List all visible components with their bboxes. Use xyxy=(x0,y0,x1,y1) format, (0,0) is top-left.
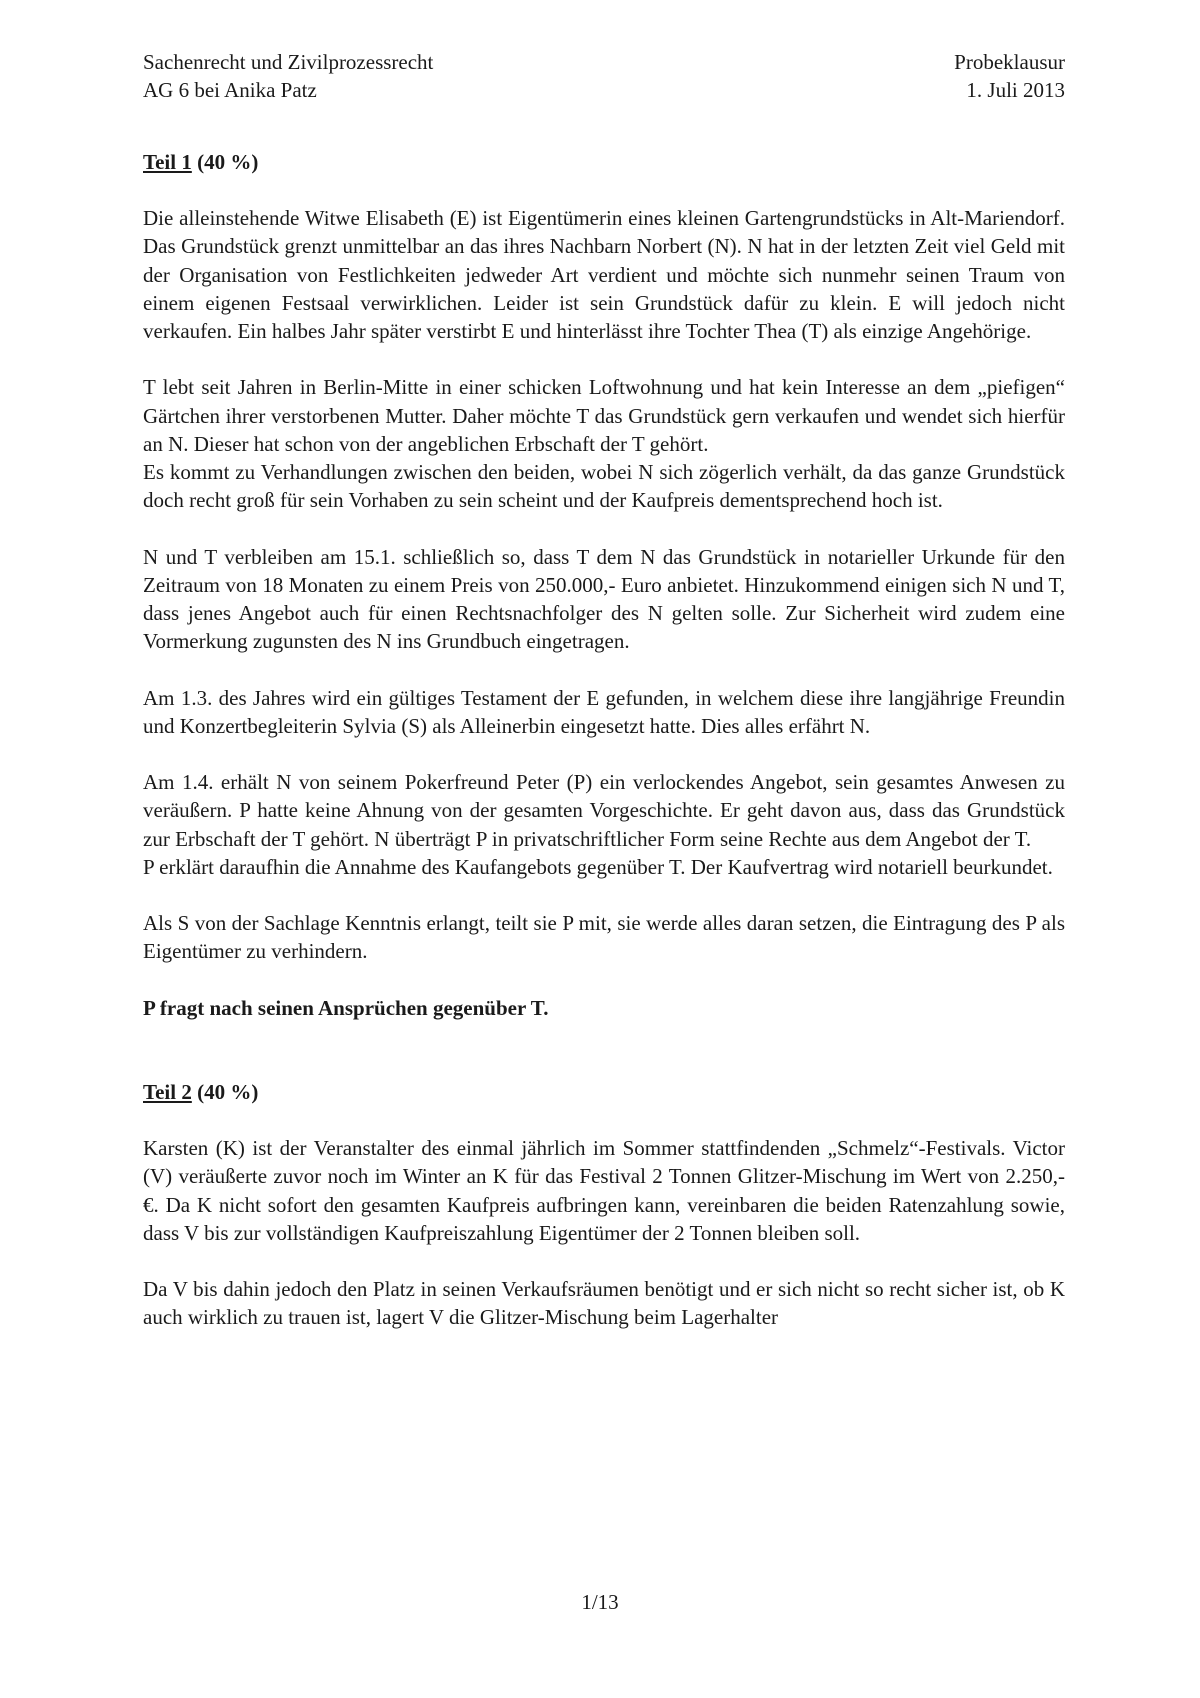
paragraph: Da V bis dahin jedoch den Platz in seinen Verkaufsräumen benötigt und er sich nicht so recht sicher ist, ob K auch wirklich zu trauen ist, lagert V die Glitzer-Mischung beim Lagerhalter xyxy=(143,1277,1065,1330)
case-question: P fragt nach seinen Ansprüchen gegenüber T. xyxy=(143,995,549,1020)
document-body xyxy=(143,148,1065,1332)
paragraph: Am 1.4. erhält N von seinem Pokerfreund Peter (P) ein verlockendes Angebot, sein gesamtes Anwesen zu veräußern. P hatte keine Ahnung von der gesamten Vorgeschichte. Er geht davon aus, dass das Grundstück zur Erbschaft der T gehört. N überträgt P in privatschriftlicher Form seine Rechte aus dem Angebot der T. xyxy=(143,770,1065,851)
paragraph: N und T verbleiben am 15.1. schließlich so, dass T dem N das Grundstück in notarieller Urkunde für den Zeitraum von 18 Monaten zu einem Preis von 250.000,- Euro anbietet. Hinzukommend einigen sich N und T, dass jenes Angebot auch für einen Rechtsnachfolger des N gelten solle. Zur Sicherheit wird zudem eine Vormerkung zugunsten des N ins Grundbuch eingetragen. xyxy=(143,544,1065,654)
paragraph: Karsten (K) ist der Veranstalter des einmal jährlich im Sommer stattfindenden „Schmelz“-Festivals. Victor (V) veräußerte zuvor noch im Winter an K für das Festival 2 Tonnen Glitzer-Mischung im Wert von 2.250,- €. Da K nicht sofort den gesamten Kaufpreis aufbringen kann, vereinbaren die beiden Ratenzahlung sowie, dass V bis zur vollständigen Kaufpreiszahlung Eigentümer der 2 Tonnen bleiben soll. xyxy=(143,1136,1065,1245)
heading-percent: (40 %) xyxy=(191,150,259,174)
exam-date: 1. Juli 2013 xyxy=(966,78,1065,102)
paragraph: Es kommt zu Verhandlungen zwischen den beiden, wobei N sich zögerlich verhält, da das ganze Grundstück doch recht groß für sein Vorhaben zu sein scheint und der Kaufpreis dementsprechend hoch ist. xyxy=(143,460,1065,513)
header-left xyxy=(143,48,433,104)
paragraph: Am 1.3. des Jahres wird ein gültiges Testament der E gefunden, in welchem diese ihre langjährige Freundin und Konzertbegleiterin Sylvia (S) als Alleinerbin eingesetzt hatte. Dies alles erfährt N. xyxy=(143,685,1065,738)
paragraph: Als S von der Sachlage Kenntnis erlangt, teilt sie P mit, sie werde alles daran setzen, die Eintragung des P als Eigentümer zu verhindern. xyxy=(143,911,1065,964)
exam-type: Probeklausur xyxy=(954,50,1065,74)
paragraph: P erklärt daraufhin die Annahme des Kaufangebots gegenüber T. Der Kaufvertrag wird notariell beurkundet. xyxy=(143,854,1053,879)
section-heading-teil-1 xyxy=(143,148,1065,176)
page-number: 1/13 xyxy=(581,1590,619,1614)
heading-percent: (40 %) xyxy=(191,1080,259,1104)
course-title: Sachenrecht und Zivilprozessrecht xyxy=(143,50,434,74)
group-instructor: AG 6 bei Anika Patz xyxy=(143,78,317,102)
heading-label: Teil 1 xyxy=(143,150,192,174)
paragraph: T lebt seit Jahren in Berlin-Mitte in einer schicken Loftwohnung und hat kein Interesse an dem „piefigen“ Gärtchen ihrer verstorbenen Mutter. Daher möchte T das Grundstück gern verkaufen und wendet sich hierfür an N. Dieser hat schon von der angeblichen Erbschaft der T gehört. xyxy=(143,375,1065,456)
heading-label: Teil 2 xyxy=(143,1080,192,1104)
paragraph: Die alleinstehende Witwe Elisabeth (E) ist Eigentümerin eines kleinen Gartengrundstücks in Alt-Mariendorf. Das Grundstück grenzt unmittelbar an das ihres Nachbarn Norbert (N). N hat in der letzten Zeit viel Geld mit der Organisation von Festlichkeiten jedweder Art verdient und möchte sich nunmehr seinen Traum von einem eigenen Festsaal verwirklichen. Leider ist sein Grundstück dafür zu klein. E will jedoch nicht verkaufen. Ein halbes Jahr später verstirbt E und hinterlässt ihre Tochter Thea (T) als einzige Angehörige. xyxy=(143,206,1065,344)
header-right xyxy=(954,48,1065,104)
section-heading-teil-2 xyxy=(143,1078,1065,1106)
